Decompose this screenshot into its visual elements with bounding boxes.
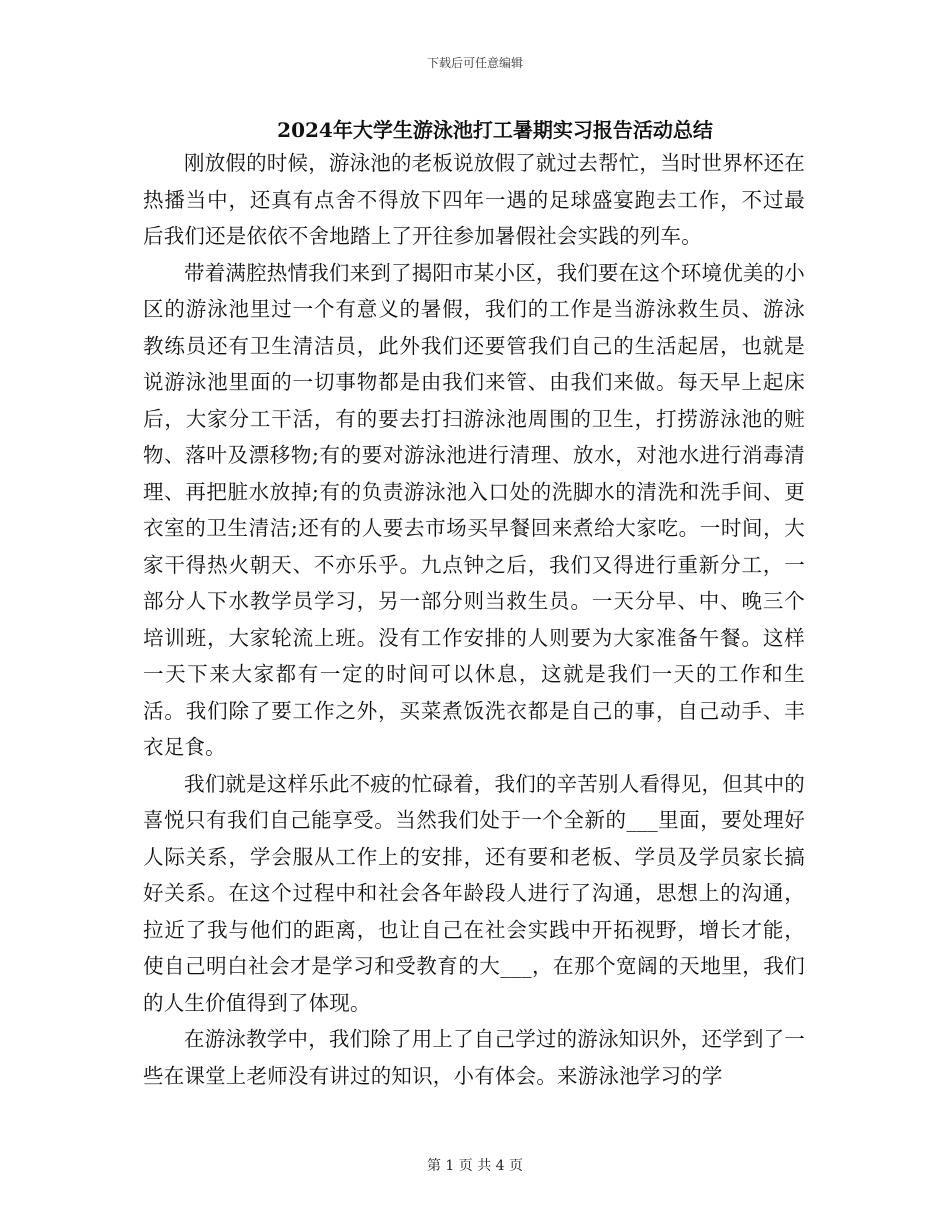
paragraph-2: 带着满腔热情我们来到了揭阳市某小区，我们要在这个环境优美的小区的游泳池里过一个有意义的暑假，我们的工作是当游泳救生员、游泳教练员还有卫生清洁员，此外我们还要管我们自己的生活起居，也就是说游泳池里面的一切事物都是由我们来管、由我们来做。每天早上起床后，大家分工干活，有的要去打扫游泳池周围的卫生，打捞游泳池的赃物、落叶及漂移物;有的要对游泳池进行清理、放水，对池水进行消毒清理、再把脏水放掉;有的负责游泳池入口处的洗脚水的清洗和洗手间、更衣室的卫生清洁;还有的人要去市场买早餐回来煮给大家吃。一时间，大家干得热火朝天、不亦乐乎。九点钟之后，我们又得进行重新分工，一部分人下水教学员学习，另一部分则当救生员。一天分早、中、晚三个培训班，大家轮流上班。没有工作安排的人则要为大家准备午餐。这样一天下来大家都有一定的时间可以休息，这就是我们一天的工作和生活。我们除了要工作之外，买菜煮饭洗衣都是自己的事，自己动手、丰衣足食。 [143, 260, 805, 759]
paragraph-4: 在游泳教学中，我们除了用上了自己学过的游泳知识外，还学到了一些在课堂上老师没有讲过的知识，小有体会。来游泳池学习的学 [143, 1027, 805, 1088]
paragraph-1: 刚放假的时候，游泳池的老板说放假了就过去帮忙，当时世界杯还在热播当中，还真有点舍不得放下四年一遇的足球盛宴跑去工作，不过最后我们还是依依不舍地踏上了开往参加暑假社会实践的列车。 [143, 151, 805, 248]
document-body [143, 145, 805, 1094]
download-note: 下载后可任意编辑 [426, 56, 523, 70]
page-number: 第 1 页 共 4 页 [426, 1158, 524, 1174]
paragraph-3: 我们就是这样乐此不疲的忙碌着，我们的辛苦别人看得见，但其中的喜悦只有我们自己能享受。当然我们处于一个全新的___里面，要处理好人际关系，学会服从工作上的安排，还有要和老板、学员及学员家长搞好关系。在这个过程中和社会各年龄段人进行了沟通，思想上的沟通，拉近了我与他们的距离，也让自己在社会实践中开拓视野，增长才能，使自己明白社会才是学习和受教育的大___，在那个宽阔的天地里，我们的人生价值得到了体现。 [143, 771, 805, 1015]
document-title: 2024年大学生游泳池打工暑期实习报告活动总结 [277, 118, 713, 142]
